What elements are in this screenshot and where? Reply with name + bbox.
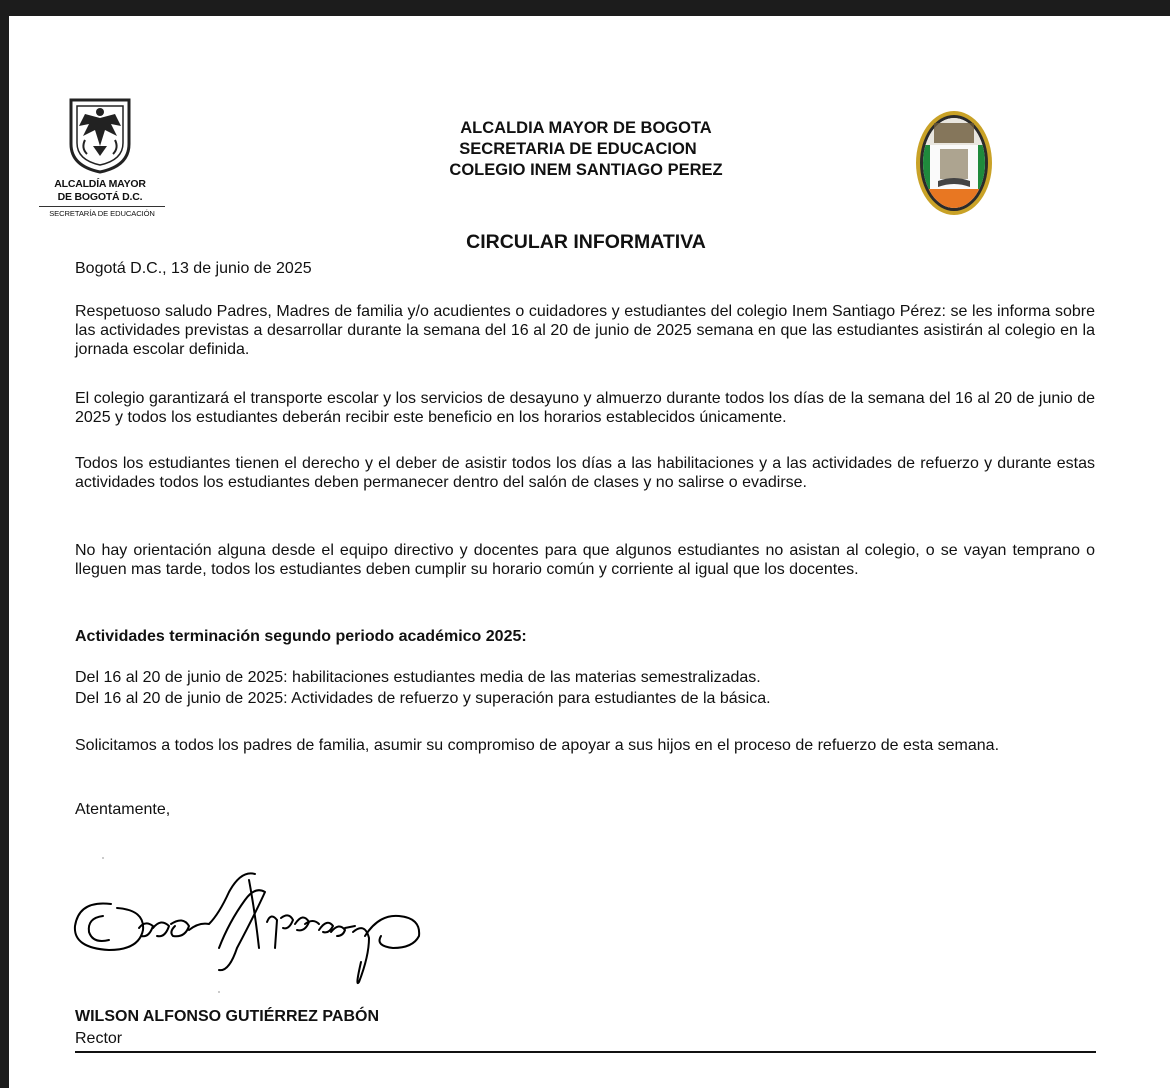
document-date: Bogotá D.C., 13 de junio de 2025 <box>75 260 312 277</box>
school-crest-icon <box>914 109 994 217</box>
signature <box>69 852 439 1007</box>
activity-item: Del 16 al 20 de junio de 2025: habilitaciones estudiantes media de las materias semestralizadas. <box>75 669 761 686</box>
closing-salutation: Atentamente, <box>75 801 171 818</box>
activities-heading: Actividades terminación segundo periodo académico 2025: <box>75 628 527 645</box>
paragraph-request: Solicitamos a todos los padres de familia, asumir su compromiso de apoyar a sus hijos en el proceso de refuerzo de esta semana. <box>75 737 1000 754</box>
paragraph-greeting: Respetuoso saludo Padres, Madres de familia y/o acudientes o cuidadores y estudiantes del colegio Inem Santiago Pérez: se les informa sobre las actividades previstas a desarrollar durante la semana del 16 al 20 de junio de 2025 semana en que las estudiantes asistirán al colegio en la jornada escolar definida. <box>75 303 1095 358</box>
signer-name: WILSON ALFONSO GUTIÉRREZ PABÓN <box>75 1008 379 1025</box>
header-line-1: ALCALDIA MAYOR DE BOGOTA <box>460 119 712 137</box>
header-line-3: COLEGIO INEM SANTIAGO PEREZ <box>449 161 723 179</box>
signer-role: Rector <box>75 1030 123 1047</box>
activity-item: Del 16 al 20 de junio de 2025: Actividades de refuerzo y superación para estudiantes de la básica. <box>75 690 771 707</box>
paragraph-transport: El colegio garantizará el transporte escolar y los servicios de desayuno y almuerzo durante todos los días de la semana del 16 al 20 de junio de 2025 y todos los estudiantes deberán recibir este beneficio en los horarios establecidos únicamente. <box>75 390 1095 426</box>
logo-line-1: ALCALDÍA MAYOR <box>54 178 146 190</box>
school-crest <box>914 109 994 222</box>
handwritten-signature <box>69 852 439 1002</box>
bottom-divider <box>75 1051 1096 1053</box>
logo-line-3: SECRETARÍA DE EDUCACIÓN <box>49 209 155 218</box>
coat-of-arms-icon <box>65 96 135 174</box>
logo-line-2: DE BOGOTÁ D.C. <box>57 191 143 203</box>
document-header <box>381 118 791 181</box>
header-line-2: SECRETARIA DE EDUCACION <box>459 140 697 158</box>
paragraph-attendance: Todos los estudiantes tienen el derecho y el deber de asistir todos los días a las habilitaciones y a las actividades de refuerzo y durante estas actividades todos los estudiantes deben permanecer dentro del salón de clases y no salirse o evadirse. <box>75 455 1095 491</box>
document-page <box>9 16 1170 1088</box>
logo-divider <box>39 206 165 207</box>
paragraph-schedule: No hay orientación alguna desde el equipo directivo y docentes para que algunos estudiantes no asistan al colegio, o se vayan temprano o lleguen mas tarde, todos los estudiantes deben cumplir su horario común y corriente al igual que los docentes. <box>75 542 1095 578</box>
document-title: CIRCULAR INFORMATIVA <box>466 231 706 253</box>
alcaldia-logo <box>35 96 165 226</box>
